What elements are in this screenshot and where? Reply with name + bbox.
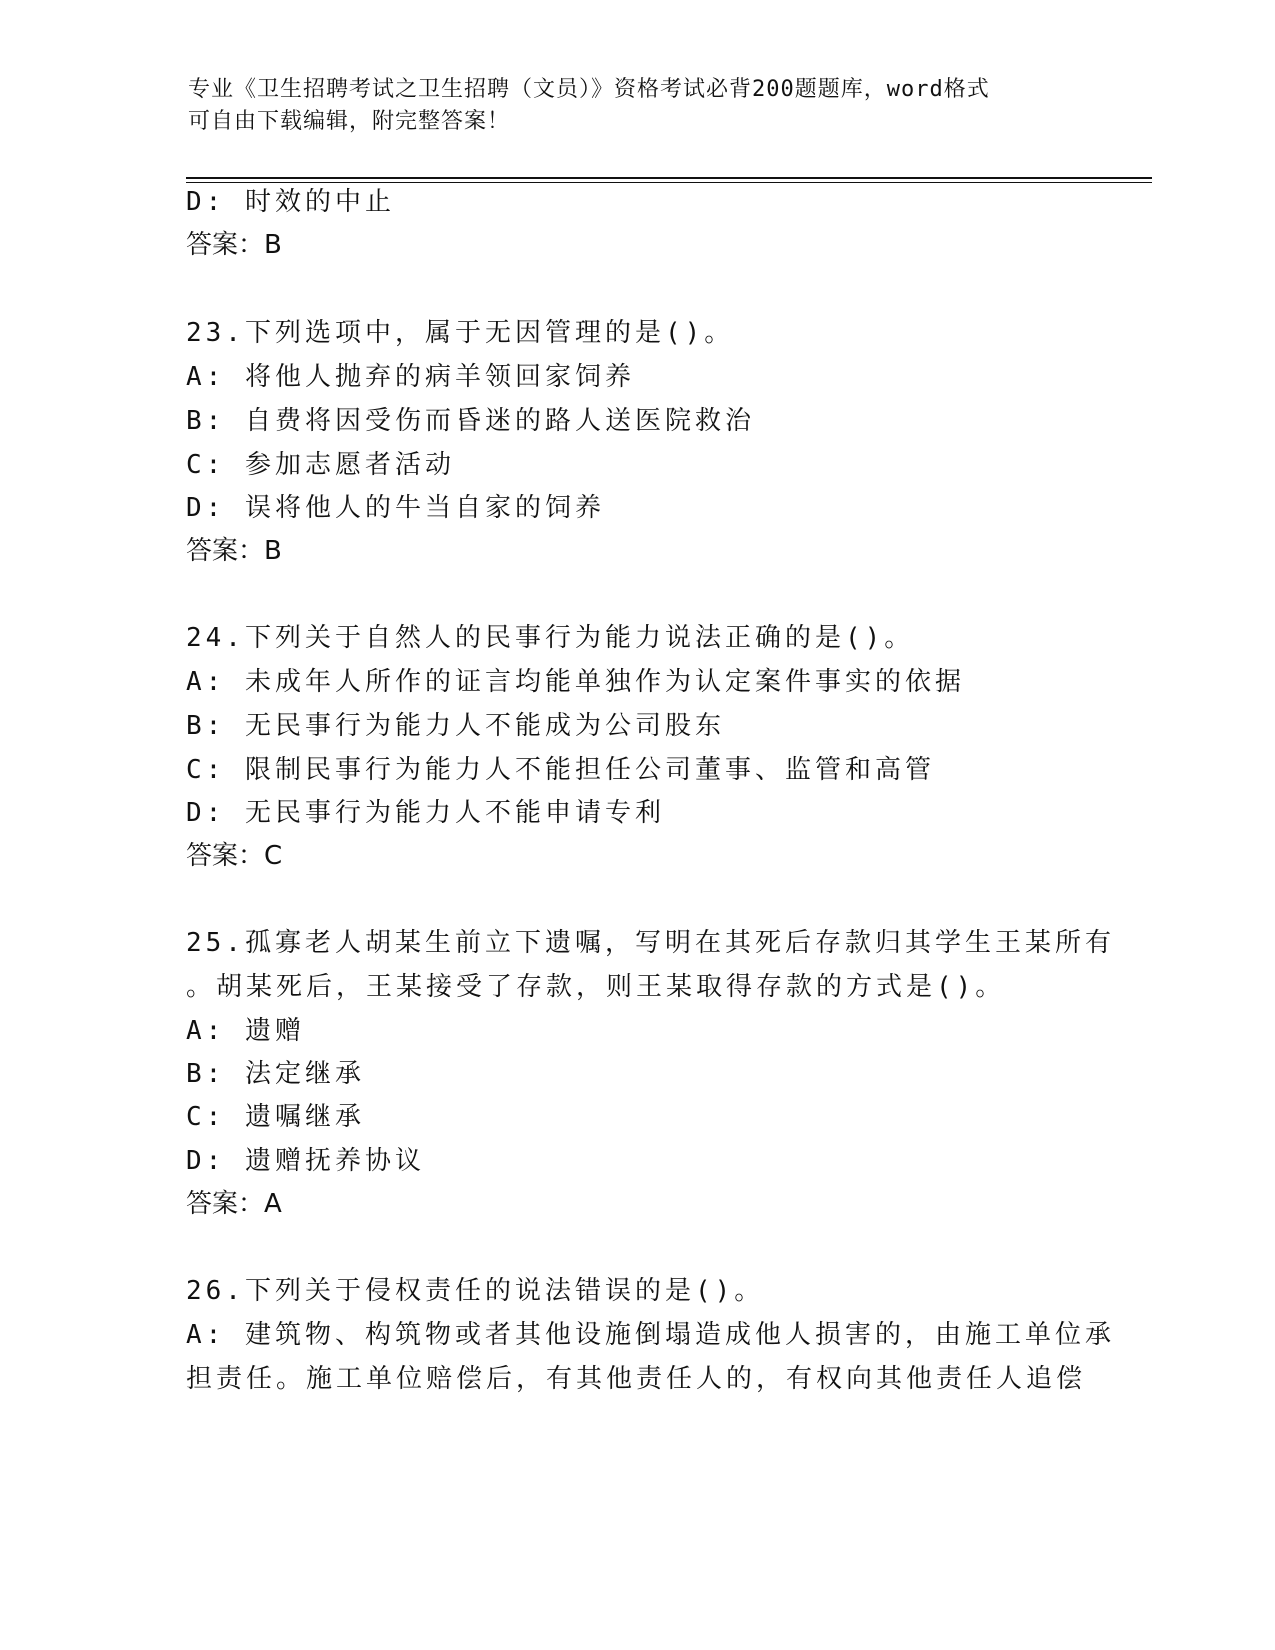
header-divider-thin [186, 182, 1152, 183]
header-line-2: 可自由下载编辑，附完整答案！ [188, 109, 511, 134]
header-divider-thick [186, 177, 1152, 179]
q23-option-a: A: 将他人抛弃的病羊领回家饲养 [186, 362, 635, 392]
q23-question: 23.下列选项中，属于无因管理的是()。 [186, 318, 735, 348]
q24-question: 24.下列关于自然人的民事行为能力说法正确的是()。 [186, 623, 915, 653]
q24-option-b: B: 无民事行为能力人不能成为公司股东 [186, 711, 725, 741]
q25-answer: 答案：A [186, 1189, 282, 1219]
q24-answer: 答案：C [186, 841, 283, 871]
document-header [188, 74, 1088, 138]
q26-option-a-line-2: 担责任。施工单位赔偿后，有其他责任人的，有权向其他责任人追偿 [186, 1364, 1087, 1394]
q25-option-a: A: 遗赠 [186, 1016, 305, 1046]
q24-option-d: D: 无民事行为能力人不能申请专利 [186, 798, 665, 828]
q25-option-b: B: 法定继承 [186, 1059, 365, 1089]
q25-question-line-2: 。胡某死后，王某接受了存款，则王某取得存款的方式是()。 [186, 972, 1006, 1002]
q25-option-d: D: 遗赠抚养协议 [186, 1146, 425, 1176]
q26-question: 26.下列关于侵权责任的说法错误的是()。 [186, 1276, 765, 1306]
q22-answer: 答案：B [186, 230, 282, 260]
q25-option-c: C: 遗嘱继承 [186, 1102, 365, 1132]
q24-option-a: A: 未成年人所作的证言均能单独作为认定案件事实的依据 [186, 667, 965, 697]
q23-option-b: B: 自费将因受伤而昏迷的路人送医院救治 [186, 406, 755, 436]
q23-answer: 答案：B [186, 536, 282, 566]
q23-option-c: C: 参加志愿者活动 [186, 450, 455, 480]
header-line-1: 专业《卫生招聘考试之卫生招聘（文员）》资格考试必背200题题库，word格式 [188, 77, 990, 102]
q25-question-line-1: 25.孤寡老人胡某生前立下遗嘱，写明在其死后存款归其学生王某所有 [186, 928, 1115, 958]
q23-option-d: D: 误将他人的牛当自家的饲养 [186, 493, 605, 523]
q26-option-a-line-1: A: 建筑物、构筑物或者其他设施倒塌造成他人损害的，由施工单位承 [186, 1320, 1115, 1350]
q22-option-d: D: 时效的中止 [186, 187, 395, 217]
q24-option-c: C: 限制民事行为能力人不能担任公司董事、监管和高管 [186, 755, 935, 785]
